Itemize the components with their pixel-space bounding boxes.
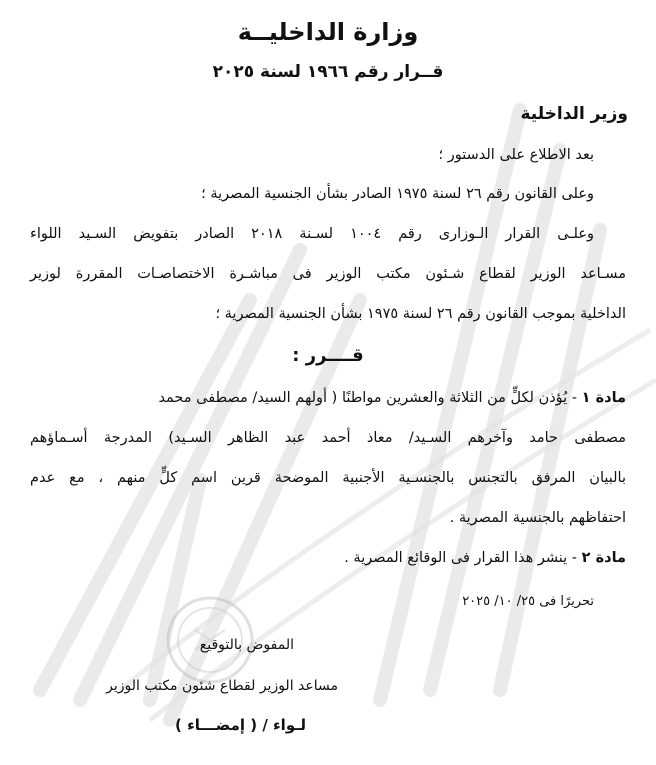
date-line: تحريرًا فى ٢٥/ ١٠/ ٢٠٢٥ bbox=[462, 594, 594, 609]
preamble-line: وعلـى القرار الـوزارى رقم ١٠٠٤ لسـنة ٢٠١٨ الصادر بتفويض السـيد اللواء bbox=[30, 226, 594, 242]
article-2-text: - ينشر هذا القرار فى الوقائع المصرية . bbox=[344, 550, 578, 566]
decides-heading: قــــرر : bbox=[292, 345, 364, 366]
article-1-line: بالبيان المرفق بالتجنس بالجنسـية الأجنبية الموضحة قرين اسم كلٍّ منهم ، مع عدم bbox=[30, 470, 626, 486]
article-1-line: مصطفى حامد وآخرهم السـيد/ معاذ أحمد عبد الظاهر السـيد) المدرجة أسـماؤهم bbox=[30, 430, 626, 446]
preamble-line: مسـاعد الوزير لقطاع شـئون مكتب الوزير فى مباشـرة الاختصاصـات المقررة لوزير bbox=[30, 266, 626, 282]
ministry-title: وزارة الداخليــة bbox=[237, 18, 419, 46]
preamble-line: الداخلية بموجب القانون رقم ٢٦ لسنة ١٩٧٥ بشأن الجنسية المصرية ؛ bbox=[215, 306, 626, 322]
article-2-line bbox=[344, 550, 626, 566]
preamble-line: بعد الاطلاع على الدستور ؛ bbox=[438, 147, 594, 163]
article-1-label: مادة ١ bbox=[581, 390, 626, 406]
article-1-text: - يُؤذن لكلٍّ من الثلاثة والعشرين مواطنًا ( أولهم السيد/ مصطفى محمد bbox=[158, 390, 578, 406]
signature-rank: لـواء / ( إمضـــاء ) bbox=[175, 716, 306, 734]
article-1-first-line bbox=[158, 390, 626, 406]
signature-role: مساعد الوزير لقطاع شئون مكتب الوزير bbox=[106, 678, 338, 694]
article-2-label: مادة ٢ bbox=[581, 550, 626, 566]
signature-delegated: المفوض بالتوقيع bbox=[199, 637, 294, 653]
preamble-line: وعلى القانون رقم ٢٦ لسنة ١٩٧٥ الصادر بشأن الجنسية المصرية ؛ bbox=[201, 186, 594, 202]
minister-title: وزير الداخلية bbox=[520, 104, 628, 124]
decree-title: قــرار رقم ١٩٦٦ لسنة ٢٠٢٥ bbox=[212, 62, 444, 82]
article-1-line: احتفاظهم بالجنسية المصرية . bbox=[449, 510, 626, 526]
